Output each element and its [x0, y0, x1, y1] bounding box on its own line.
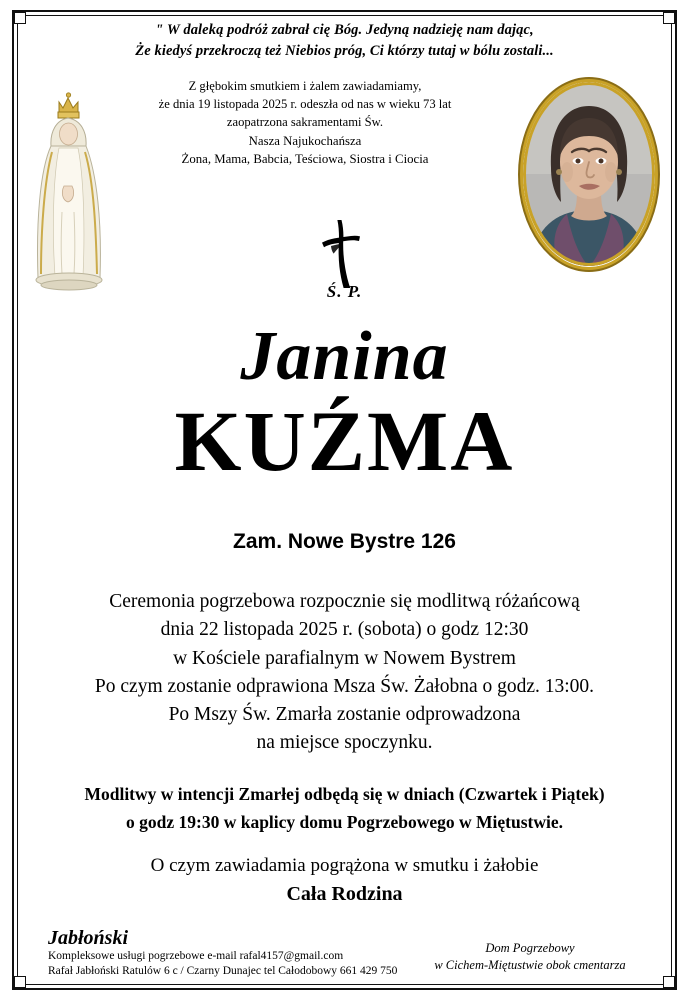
deceased-last-name: KUŹMA [174, 393, 515, 489]
announcement-line-4: Nasza Najukochańsza [248, 133, 362, 148]
deceased-address: Zam. Nowe Bystre 126 [233, 530, 456, 553]
deceased-first-name: Janina [240, 318, 449, 395]
frame-notch-top-left [14, 12, 26, 24]
closing-line-1: O czym zawiadamia pogrążona w smutku i żałobie [150, 855, 539, 876]
ceremony-details [0, 588, 689, 758]
ceremony-line-1: Ceremonia pogrzebowa rozpocznie się modlitwą różańcową [109, 591, 580, 612]
ceremony-line-4: Po czym zostanie odprawiona Msza Św. Żałobna o godz. 13:00. [94, 675, 595, 697]
funeral-home-label: Dom Pogrzebowy [485, 941, 575, 956]
frame-notch-bottom-right [663, 976, 675, 988]
company-contact-line: Rafał Jabłoński Ratulów 6 c / Czarny Dunajec tel Całodobowy 661 429 750 [48, 964, 398, 977]
company-logo-text: Jabłoński [48, 927, 129, 950]
prayer-line-2: o godz 19:30 w kaplicy domu Pogrzebowego w Miętustwie. [126, 812, 563, 832]
prayer-line-1: Modlitwy w intencji Zmarłej odbędą się w dniach (Czwartek i Piątek) [84, 784, 605, 804]
frame-notch-top-right [663, 12, 675, 24]
announcement-block [140, 78, 470, 168]
closing-statement [0, 852, 689, 909]
verse-line-1: " W daleką podróż zabrał cię Bóg. Jedyną nadzieję nam dając, [155, 22, 534, 38]
footer-company-block [48, 928, 438, 978]
sp-abbreviation: Ś. P. [326, 282, 363, 301]
footer-location-block [415, 940, 645, 974]
ceremony-line-3: w Kościele parafialnym w Nowem Bystrem [173, 647, 516, 669]
closing-family: Cała Rodzina [286, 882, 403, 905]
announcement-line-1: Z głębokim smutkiem i żalem zawiadamiamy, [188, 79, 422, 93]
ceremony-line-5: Po Mszy Św. Zmarła zostanie odprowadzona [168, 704, 521, 726]
verse-line-2: Że kiedyś przekroczą też Niebios próg, Ci którzy tutaj w bólu zostali... [135, 43, 554, 60]
company-services-line: Kompleksowe usługi pogrzebowe e-mail rafal4157@gmail.com [48, 950, 344, 963]
funeral-home-address: w Cichem-Miętustwie obok cmentarza [434, 958, 626, 973]
announcement-line-3: zaopatrzona sakramentami Św. [226, 114, 384, 129]
ceremony-line-6: na miejsce spoczynku. [256, 732, 433, 754]
announcement-line-2: że dnia 19 listopada 2025 r. odeszła od nas w wieku 73 lat [158, 96, 452, 111]
prayer-schedule [0, 780, 689, 836]
announcement-line-5: Żona, Mama, Babcia, Teściowa, Siostra i Ciocia [181, 151, 429, 166]
frame-notch-bottom-left [14, 976, 26, 988]
memorial-verse [40, 20, 649, 62]
ceremony-line-2: dnia 22 listopada 2025 r. (sobota) o godz 12:30 [160, 619, 529, 641]
